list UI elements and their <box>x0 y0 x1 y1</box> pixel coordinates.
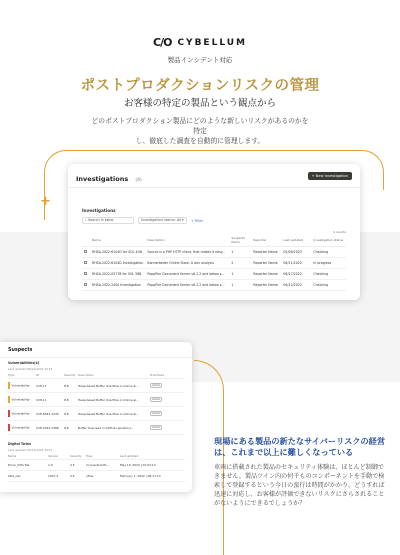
cell-text: Vulnerability <box>11 411 30 416</box>
add-filter-link[interactable]: + Filter <box>190 218 204 223</box>
description-line: し、徹底した調査を自動的に管理します。 <box>135 137 265 145</box>
column-header[interactable]: Prioritized <box>149 372 185 379</box>
cell-id: CVE-11 <box>35 393 63 407</box>
row-checkbox[interactable] <box>84 250 87 253</box>
suspects-title: Suspects <box>0 342 192 358</box>
column-header[interactable]: Last updated <box>119 453 185 460</box>
cell-updated: 06/17/2022 <box>281 269 311 280</box>
last-updated-label: Last updated 06/11/2023 10:27 <box>8 448 53 452</box>
cell-id: CVE-2022-3386 <box>35 421 63 435</box>
section-heading: 現場にある製品の新たなサイバーリスクの経営は、これまで以上に難しくなっている <box>214 436 386 457</box>
cell-status[interactable] <box>149 407 185 421</box>
vulnerabilities-table <box>7 372 185 435</box>
status-badge[interactable]: Active <box>152 384 161 387</box>
row-checkbox[interactable] <box>84 283 87 286</box>
cell-severity: 4.5 <box>69 471 85 482</box>
cell-updated: 06/12/2022 <box>281 280 311 291</box>
cell-type <box>7 407 35 421</box>
suspects-card <box>0 342 192 492</box>
table-row[interactable] <box>82 280 346 291</box>
cell-updated: February 1, 2022 | 06:17:13 <box>119 471 185 482</box>
table-toolbar <box>68 215 360 226</box>
status-badge[interactable]: Active <box>152 426 161 429</box>
column-header[interactable]: Investigation status <box>311 234 346 247</box>
cell-name[interactable]: RHSA-2022:0577B for SOL Y8B <box>90 269 145 280</box>
row-checkbox[interactable] <box>84 272 87 275</box>
severity-indicator <box>8 396 10 403</box>
column-header[interactable]: Description <box>145 234 229 247</box>
cell-version: 1.0 <box>47 460 69 471</box>
cell-type <box>7 393 35 407</box>
cell-type <box>7 421 35 435</box>
cell-reporter: Reporter Name <box>251 247 281 258</box>
investigations-header <box>68 164 360 188</box>
cell-severity: 8.8 <box>63 407 77 421</box>
section-body: 車両に搭載された製品のセキュリティ体験は、ほとんど制御できません。製品ツイン内の何千ものコンポーネントを手動で検索して登録するという今日の蛮行は時間がかかり、どうすれば迅速に対応し、お客様が評価できないリスクにさらされることがないようにできるでしょうか？ <box>214 464 385 507</box>
cell-text: Vulnerability <box>11 383 30 388</box>
cell-description: Heap-based Buffer Overflow in Online al... <box>77 407 149 421</box>
column-header[interactable]: Type <box>85 453 119 460</box>
cell-updated: May 19, 2023 | 01:04:13 <box>119 460 185 471</box>
column-header[interactable]: Reporter <box>251 234 281 247</box>
cell-status[interactable] <box>149 393 185 407</box>
column-header[interactable]: Type <box>7 372 35 379</box>
cell-severity: 4.5 <box>69 460 85 471</box>
column-header[interactable]: Name <box>7 453 47 460</box>
cell-status[interactable] <box>149 421 185 435</box>
vulnerabilities-section-label: Vulnerabilities(4) <box>8 361 40 365</box>
brand-header <box>0 36 400 64</box>
last-updated-label: Last updated 06/11/2023 10:27 <box>8 367 53 371</box>
digital-twins-table <box>7 453 185 482</box>
severity-indicator <box>8 382 10 389</box>
column-header[interactable]: Version <box>47 453 69 460</box>
cell-severity: 8.8 <box>63 379 77 393</box>
table-row[interactable] <box>7 393 185 407</box>
status-badge[interactable]: Active <box>152 398 161 401</box>
brand-subtitle: 製品インシデント対応 <box>167 56 233 64</box>
cell-reporter: Reporter Name <box>251 269 281 280</box>
search-placeholder: Search in table <box>87 218 114 222</box>
severity-indicator <box>8 424 10 431</box>
cell-name[interactable]: Drive_drtfs.file <box>7 460 47 471</box>
table-row[interactable] <box>82 258 346 269</box>
cell-severity: 8.8 <box>63 393 77 407</box>
cell-name[interactable]: RHSA-2022:2400 Investigation <box>90 280 145 291</box>
search-icon: ⌕ <box>85 218 87 222</box>
table-row[interactable] <box>82 247 346 258</box>
table-row[interactable] <box>7 407 185 421</box>
description-line: どのポストプロダクション製品にどのような新しいリスクがあるのかを特定 <box>91 117 309 135</box>
cell-status[interactable] <box>149 379 185 393</box>
column-header[interactable]: ID <box>35 372 63 379</box>
investigations-count: (4) <box>135 178 142 183</box>
cell-updated: 05/06/2023 <box>281 247 311 258</box>
row-checkbox[interactable] <box>84 261 87 264</box>
digital-twins-section-label: Digital Twins <box>8 442 32 446</box>
cell-reporter: Reporter Name <box>251 280 281 291</box>
investigations-card <box>68 164 360 300</box>
cell-suspects: 1 <box>229 280 251 291</box>
cell-description: Buffer Overread in GitHub repository... <box>77 421 149 435</box>
table-row[interactable] <box>7 379 185 393</box>
cell-description: Bannerbeder Online Store. A dev analysis <box>145 258 229 269</box>
cell-text: Vulnerability <box>11 425 30 430</box>
cell-status: In progress <box>311 258 346 269</box>
cell-name[interactable]: RHSA-2022:6104D Investigation <box>90 258 145 269</box>
cell-description: Heap-based Buffer Overflow in Online al... <box>77 393 149 407</box>
column-header[interactable]: Severity <box>64 373 76 377</box>
table-row[interactable] <box>7 471 185 482</box>
cell-id: CVE-6543-7445 <box>35 407 63 421</box>
cell-type: Connected Mo... <box>85 460 119 471</box>
plus-icon: + <box>40 194 51 209</box>
cell-name[interactable]: RHSA-2022:6104D for SOL 4G8 <box>90 247 145 258</box>
cell-version: 1007.3 <box>47 471 69 482</box>
results-count: 4 results <box>333 230 346 234</box>
cell-description: Heap-based Buffer Overflow in Online al... <box>77 379 149 393</box>
cell-status: Checking <box>311 269 346 280</box>
cell-severity: 8.8 <box>63 421 77 435</box>
cell-suspects: 1 <box>229 269 251 280</box>
cell-suspects: 2 <box>229 258 251 269</box>
cell-description: PoppPler Document Server v6.2.2 and below s... <box>145 280 229 291</box>
investigations-title: Investigations <box>76 175 129 183</box>
logo-icon: C/O <box>153 36 172 49</box>
table-row[interactable] <box>82 269 346 280</box>
new-investigation-button[interactable]: + New Investigation <box>308 172 352 180</box>
logo-text: CYBELLUM <box>177 37 247 48</box>
cell-description: Source is a PHP HTTP client, that makes it easy... <box>145 247 229 258</box>
column-header[interactable]: Severity <box>69 453 85 460</box>
status-badge[interactable]: Active <box>152 412 161 415</box>
column-header <box>82 234 90 247</box>
search-input[interactable] <box>82 217 134 224</box>
column-header[interactable]: Name <box>90 234 145 247</box>
cell-name[interactable]: ADS_Cac <box>7 471 47 482</box>
page-description <box>90 116 310 146</box>
cell-status: Checking <box>311 247 346 258</box>
severity-indicator <box>8 410 10 417</box>
cell-status: Checking <box>311 280 346 291</box>
column-header[interactable]: Suspects Items <box>229 234 251 247</box>
table-row[interactable] <box>7 460 185 471</box>
cell-suspects: 1 <box>229 247 251 258</box>
cell-type: other <box>85 471 119 482</box>
cell-type <box>7 379 35 393</box>
cell-id: CVE-11 <box>35 379 63 393</box>
column-header[interactable]: Description <box>77 372 149 379</box>
cell-updated: 06/11/2022 <box>281 258 311 269</box>
cell-description: PoppPler Document Server v6.2.2 and below s... <box>145 269 229 280</box>
investigations-section-label: Investigations <box>82 208 116 213</box>
column-header[interactable]: Last updated <box>281 234 311 247</box>
table-row[interactable] <box>7 421 185 435</box>
page-subtitle: お客様の特定の製品という観点から <box>123 98 276 109</box>
status-filter-dropdown[interactable]: Investigation status: All ▾ <box>138 217 187 224</box>
investigations-table <box>82 234 346 291</box>
cell-text: Vulnerability <box>11 397 30 402</box>
cell-reporter: Reporter Name <box>251 258 281 269</box>
page-title: ポストプロダクションリスクの管理 <box>80 78 320 94</box>
